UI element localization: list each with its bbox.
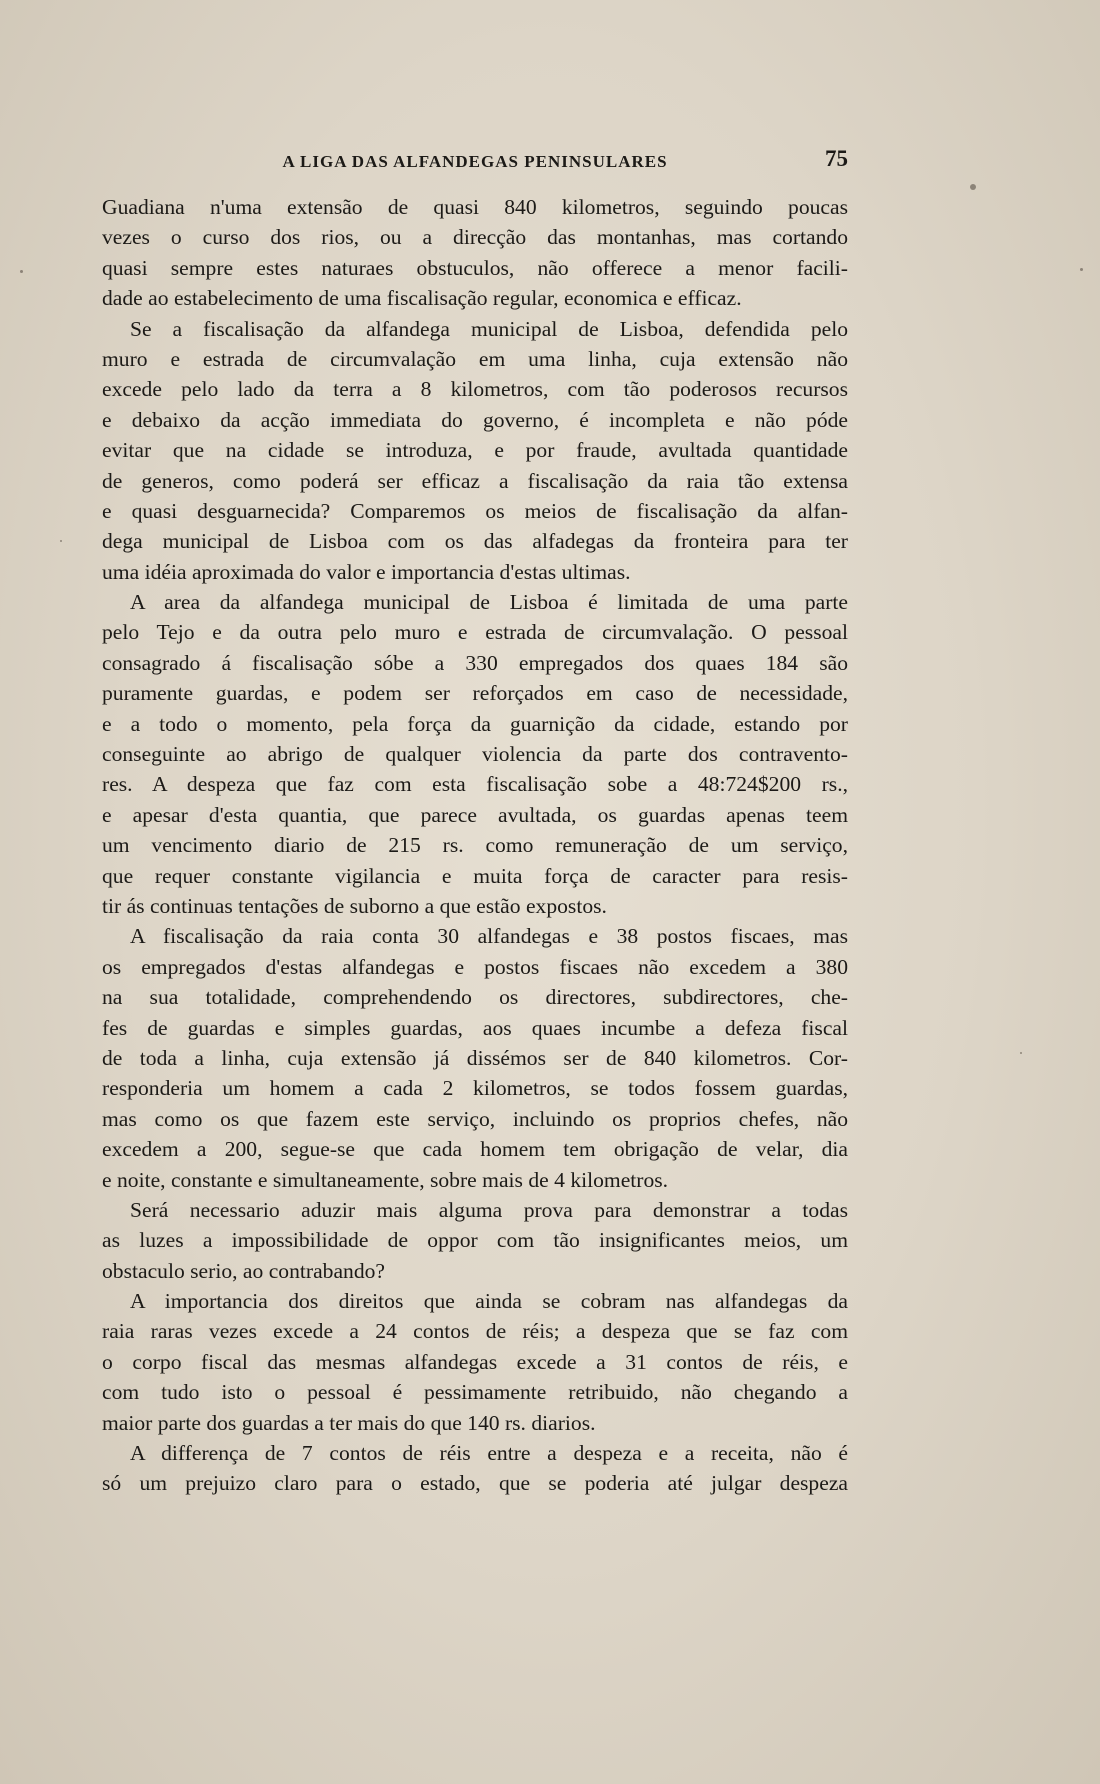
text-line: Guadiana n'uma extensão de quasi 840 kilometros, seguindo poucas (102, 195, 848, 219)
text-line: A importancia dos direitos que ainda se cobram nas alfandegas da (130, 1289, 848, 1314)
text-line: muro e estrada de circumvalação em uma linha, cuja extensão não (102, 346, 848, 371)
text-line: puramente guardas, e podem ser reforçados em caso de necessidade, (102, 681, 848, 706)
text-line: tir ás continuas tentações de suborno a que estão expostos. (102, 893, 607, 918)
text-line: com tudo isto o pessoal é pessimamente retribuido, não chegando a (102, 1380, 848, 1405)
text-line: que requer constante vigilancia e muita força de caracter para resis- (102, 863, 848, 888)
text-line: res. A despeza que faz com esta fiscalisação sobe a 48:724$200 rs., (102, 772, 848, 797)
text-line: as luzes a impossibilidade de oppor com tão insignificantes meios, um (102, 1228, 848, 1253)
text-line: mas como os que fazem este serviço, incluindo os proprios chefes, não (102, 1106, 848, 1131)
text-line: e a todo o momento, pela força da guarnição da cidade, estando por (102, 711, 848, 736)
text-line: e quasi desguarnecida? Comparemos os meios de fiscalisação da alfan- (102, 498, 848, 523)
text-line: na sua totalidade, comprehendendo os directores, subdirectores, che- (102, 985, 848, 1010)
text-line: fes de guardas e simples guardas, aos quaes incumbe a defeza fiscal (102, 1015, 848, 1040)
text-line: Se a fiscalisação da alfandega municipal de Lisboa, defendida pelo (130, 316, 848, 341)
text-line: o corpo fiscal das mesmas alfandegas excede a 31 contos de réis, e (102, 1349, 848, 1374)
text-line: dega municipal de Lisboa com os das alfadegas da fronteira para ter (102, 529, 848, 554)
text-line: A differença de 7 contos de réis entre a despeza e a receita, não é (130, 1441, 848, 1466)
text-line: e debaixo da acção immediata do governo, é incompleta e não póde (102, 407, 848, 432)
text-line: os empregados d'estas alfandegas e postos fiscaes não excedem a 380 (102, 954, 848, 979)
text-line: raia raras vezes excede a 24 contos de réis; a despeza que se faz com (102, 1319, 848, 1344)
text-line: vezes o curso dos rios, ou a direcção das montanhas, mas cortando (102, 225, 848, 250)
text-line: Será necessario aduzir mais alguma prova para demonstrar a todas (130, 1197, 848, 1222)
text-line: A fiscalisação da raia conta 30 alfandegas e 38 postos fiscaes, mas (130, 924, 848, 949)
text-line: dade ao estabelecimento de uma fiscalisação regular, economica e efficaz. (102, 286, 742, 311)
text-line: maior parte dos guardas a ter mais do que 140 rs. diarios. (102, 1410, 596, 1435)
text-line: de toda a linha, cuja extensão já dissémos ser de 840 kilometros. Cor- (102, 1045, 848, 1070)
text-line: uma idéia aproximada do valor e importancia d'estas ultimas. (102, 559, 631, 584)
text-line: consagrado á fiscalisação sóbe a 330 empregados dos quaes 184 são (102, 650, 848, 675)
text-line: excede pelo lado da terra a 8 kilometros, com tão poderosos recursos (102, 377, 848, 402)
text-line: conseguinte ao abrigo de qualquer violencia da parte dos contravento- (102, 742, 848, 767)
text-line: pelo Tejo e da outra pelo muro e estrada de circumvalação. O pessoal (102, 620, 848, 645)
text-line: de generos, como poderá ser efficaz a fiscalisação da raia tão extensa (102, 468, 848, 493)
page-number: 75 (825, 146, 848, 171)
text-line: só um prejuizo claro para o estado, que se poderia até julgar despeza (102, 1471, 848, 1496)
text-line: responderia um homem a cada 2 kilometros, se todos fossem guardas, (102, 1076, 848, 1101)
text-line: A area da alfandega municipal de Lisboa é limitada de uma parte (130, 590, 848, 615)
text-line: evitar que na cidade se introduza, e por fraude, avultada quantidade (102, 438, 848, 463)
page-header (102, 146, 848, 180)
text-line: quasi sempre estes naturaes obstuculos, não offerece a menor facili- (102, 255, 848, 280)
text-line: um vencimento diario de 215 rs. como remuneração de um serviço, (102, 833, 848, 858)
running-title: A LIGA DAS ALFANDEGAS PENINSULARES (282, 152, 668, 171)
text-line: excedem a 200, segue-se que cada homem tem obrigação de velar, dia (102, 1137, 848, 1162)
text-line: e apesar d'esta quantia, que parece avultada, os guardas apenas teem (102, 802, 848, 827)
text-line: e noite, constante e simultaneamente, sobre mais de 4 kilometros. (102, 1167, 669, 1192)
text-line: obstaculo serio, ao contrabando? (102, 1258, 386, 1283)
body-text (102, 192, 848, 1499)
